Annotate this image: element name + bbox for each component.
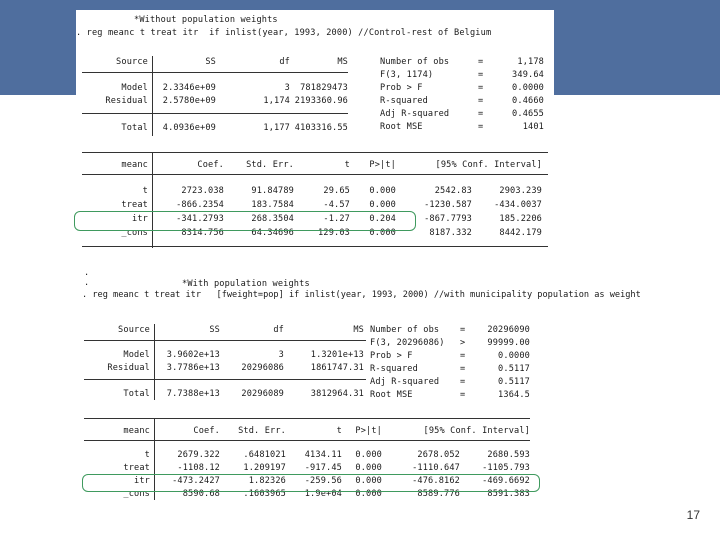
coef-cell: 0.204 (369, 214, 396, 224)
stat-label: Adj R-squared (380, 109, 450, 119)
coef-cell: 8591.383 (487, 489, 530, 499)
anova-cell: 4103316.55 (294, 123, 348, 133)
coef-cell: 0.000 (369, 186, 396, 196)
coef-cell: 2903.239 (499, 186, 542, 196)
coef-cell: -917.45 (304, 463, 342, 473)
stat-value: 1364.5 (498, 390, 530, 400)
anova-cell: 20296089 (241, 389, 284, 399)
stat-value: 20296090 (487, 325, 530, 335)
anova-cell: 2.5780e+09 (162, 96, 216, 106)
coef-row-label: _cons (123, 489, 150, 499)
anova-cell: 2.3346e+09 (162, 83, 216, 93)
stat-label: F(3, 20296086) (370, 338, 445, 348)
coef-header-ci: [95% Conf. Interval] (435, 160, 542, 170)
coef-cell: 0.000 (355, 489, 382, 499)
coef-cell: -259.56 (304, 476, 342, 486)
anova-header-ss: SS (209, 325, 220, 335)
anova-cell: 1.3201e+13 (310, 350, 364, 360)
anova-row-label: Residual (105, 96, 148, 106)
coef-cell: 8314.756 (181, 228, 224, 238)
coef-cell: -469.6692 (482, 476, 530, 486)
coef-header-var: meanc (123, 426, 150, 436)
comment-line: *Without population weights (134, 15, 278, 25)
stat-op: = (478, 83, 484, 93)
coef-cell: 29.65 (323, 186, 350, 196)
stat-value: 0.0000 (512, 83, 544, 93)
anova-header-source: Source (116, 57, 148, 67)
blank-prompt-line: . (84, 268, 90, 278)
command-line: . reg meanc t treat itr [fweight=pop] if inlist(year, 1993, 2000) //with municipality population as weight (82, 290, 641, 300)
stat-value: 0.0000 (498, 351, 530, 361)
coef-cell: -473.2427 (172, 476, 220, 486)
coef-cell: 8187.332 (429, 228, 472, 238)
coef-header-var: meanc (121, 160, 148, 170)
coef-cell: 185.2206 (499, 214, 542, 224)
coef-row-label: treat (121, 200, 148, 210)
coef-cell: -341.2793 (176, 214, 224, 224)
coef-cell: 1.82326 (248, 476, 286, 486)
blank-prompt-line: . (84, 278, 90, 288)
coef-cell: -1.27 (323, 214, 350, 224)
stat-op: = (478, 96, 484, 106)
anova-header-df: df (279, 57, 290, 67)
coef-row-label: itr (132, 214, 148, 224)
coef-cell: 1.9e+04 (304, 489, 342, 499)
coef-cell: 8590.68 (182, 489, 220, 499)
stat-label: Adj R-squared (370, 377, 440, 387)
stat-op: = (478, 57, 484, 67)
stat-value: 99999.00 (487, 338, 530, 348)
coef-cell: 64.34696 (251, 228, 294, 238)
coef-cell: 129.03 (318, 228, 350, 238)
anova-cell: 7.7388e+13 (166, 389, 220, 399)
stat-label: Root MSE (380, 122, 423, 132)
coef-cell: 2679.322 (177, 450, 220, 460)
anova-cell: 3 (284, 83, 290, 93)
anova-row-label: Model (121, 83, 148, 93)
anova-cell: 4.0936e+09 (162, 123, 216, 133)
divider (154, 324, 155, 400)
coef-header-coef: Coef. (193, 426, 220, 436)
anova-cell: 3.7786e+13 (166, 363, 220, 373)
coef-row-label: treat (123, 463, 150, 473)
coef-cell: 0.000 (369, 228, 396, 238)
regression-output-weighted (76, 268, 691, 502)
coef-header-ci: [95% Conf. Interval] (423, 426, 530, 436)
highlight-itr-row-weighted (82, 474, 540, 492)
coef-cell: 0.000 (355, 450, 382, 460)
coef-row-label: t (142, 186, 148, 196)
coef-cell: -1108.12 (177, 463, 220, 473)
stat-label: Prob > F (380, 83, 423, 93)
anova-header-ss: SS (205, 57, 216, 67)
stat-label: Number of obs (380, 57, 450, 67)
stat-value: 1,178 (517, 57, 544, 67)
anova-row-label: Model (123, 350, 150, 360)
divider (84, 379, 366, 380)
anova-header-ms: MS (353, 325, 364, 335)
coef-row-label: itr (134, 476, 150, 486)
coef-cell: 0.000 (369, 200, 396, 210)
anova-cell: 2193360.96 (294, 96, 348, 106)
stat-label: Root MSE (370, 390, 413, 400)
page-number: 17 (686, 508, 700, 522)
anova-header-source: Source (118, 325, 150, 335)
anova-cell: 1861747.31 (310, 363, 364, 373)
anova-cell: 20296086 (241, 363, 284, 373)
stat-label: F(3, 1174) (380, 70, 434, 80)
coef-cell: 8589.776 (417, 489, 460, 499)
coef-cell: .6481021 (243, 450, 286, 460)
stat-op: = (460, 390, 466, 400)
anova-row-label: Residual (107, 363, 150, 373)
stat-value: 1401 (522, 122, 544, 132)
coef-cell: 2542.83 (434, 186, 472, 196)
stat-op: = (460, 364, 466, 374)
anova-header-df: df (273, 325, 284, 335)
coef-cell: 183.7584 (251, 200, 294, 210)
stat-value: 0.5117 (498, 377, 530, 387)
divider (152, 152, 153, 248)
anova-cell: 3.9602e+13 (166, 350, 220, 360)
stat-op: = (460, 351, 466, 361)
coef-cell: 2678.052 (417, 450, 460, 460)
stat-label: Prob > F (370, 351, 413, 361)
coef-cell: 0.000 (355, 476, 382, 486)
coef-row-label: t (144, 450, 150, 460)
stat-label: R-squared (380, 96, 428, 106)
comment-line: *With population weights (182, 279, 310, 289)
anova-row-label: Total (121, 123, 148, 133)
coef-cell: 91.84789 (251, 186, 294, 196)
coef-cell: 8442.179 (499, 228, 542, 238)
coef-cell: -1110.647 (412, 463, 460, 473)
stat-label: R-squared (370, 364, 418, 374)
coef-cell: -866.2354 (176, 200, 224, 210)
anova-row-label: Total (123, 389, 150, 399)
coef-header-t: t (344, 160, 350, 170)
anova-cell: 1,174 (263, 96, 290, 106)
coef-cell: 268.3504 (251, 214, 294, 224)
divider (82, 246, 548, 247)
coef-header-p: P>|t| (369, 160, 396, 170)
coef-cell: 0.000 (355, 463, 382, 473)
divider (84, 440, 530, 441)
anova-cell: 3 (278, 350, 284, 360)
stat-label: Number of obs (370, 325, 440, 335)
coef-cell: 4134.11 (304, 450, 342, 460)
coef-header-se: Std. Err. (246, 160, 294, 170)
coef-cell: -4.57 (323, 200, 350, 210)
stat-value: 349.64 (512, 70, 544, 80)
anova-header-ms: MS (337, 57, 348, 67)
command-line: . reg meanc t treat itr if inlist(year, 1993, 2000) //Control-rest of Belgium (76, 28, 492, 38)
anova-cell: 3812964.31 (310, 389, 364, 399)
stat-op: = (460, 325, 466, 335)
stat-value: 0.4660 (512, 96, 544, 106)
divider (82, 72, 348, 73)
coef-header-se: Std. Err. (238, 426, 286, 436)
divider (84, 340, 366, 341)
coef-cell: -1230.587 (424, 200, 472, 210)
coef-cell: .1603965 (243, 489, 286, 499)
divider (82, 113, 348, 114)
coef-cell: 2680.593 (487, 450, 530, 460)
divider (152, 56, 153, 136)
coef-header-coef: Coef. (197, 160, 224, 170)
stat-value: 0.4655 (512, 109, 544, 119)
stat-value: 0.5117 (498, 364, 530, 374)
coef-header-t: t (336, 426, 342, 436)
coef-cell: -476.8162 (412, 476, 460, 486)
coef-cell: -434.0037 (494, 200, 542, 210)
highlight-itr-row-unweighted (74, 211, 416, 231)
anova-cell: 781829473 (300, 83, 348, 93)
stat-op: = (478, 109, 484, 119)
coef-header-p: P>|t| (355, 426, 382, 436)
stat-op: = (478, 70, 484, 80)
coef-cell: -1105.793 (482, 463, 530, 473)
stat-op: = (460, 377, 466, 387)
stat-op: = (478, 122, 484, 132)
anova-cell: 1,177 (263, 123, 290, 133)
coef-cell: 1.209197 (243, 463, 286, 473)
coef-row-label: _cons (121, 228, 148, 238)
coef-cell: 2723.038 (181, 186, 224, 196)
stat-op: > (460, 338, 466, 348)
coef-cell: -867.7793 (424, 214, 472, 224)
divider (84, 418, 530, 419)
